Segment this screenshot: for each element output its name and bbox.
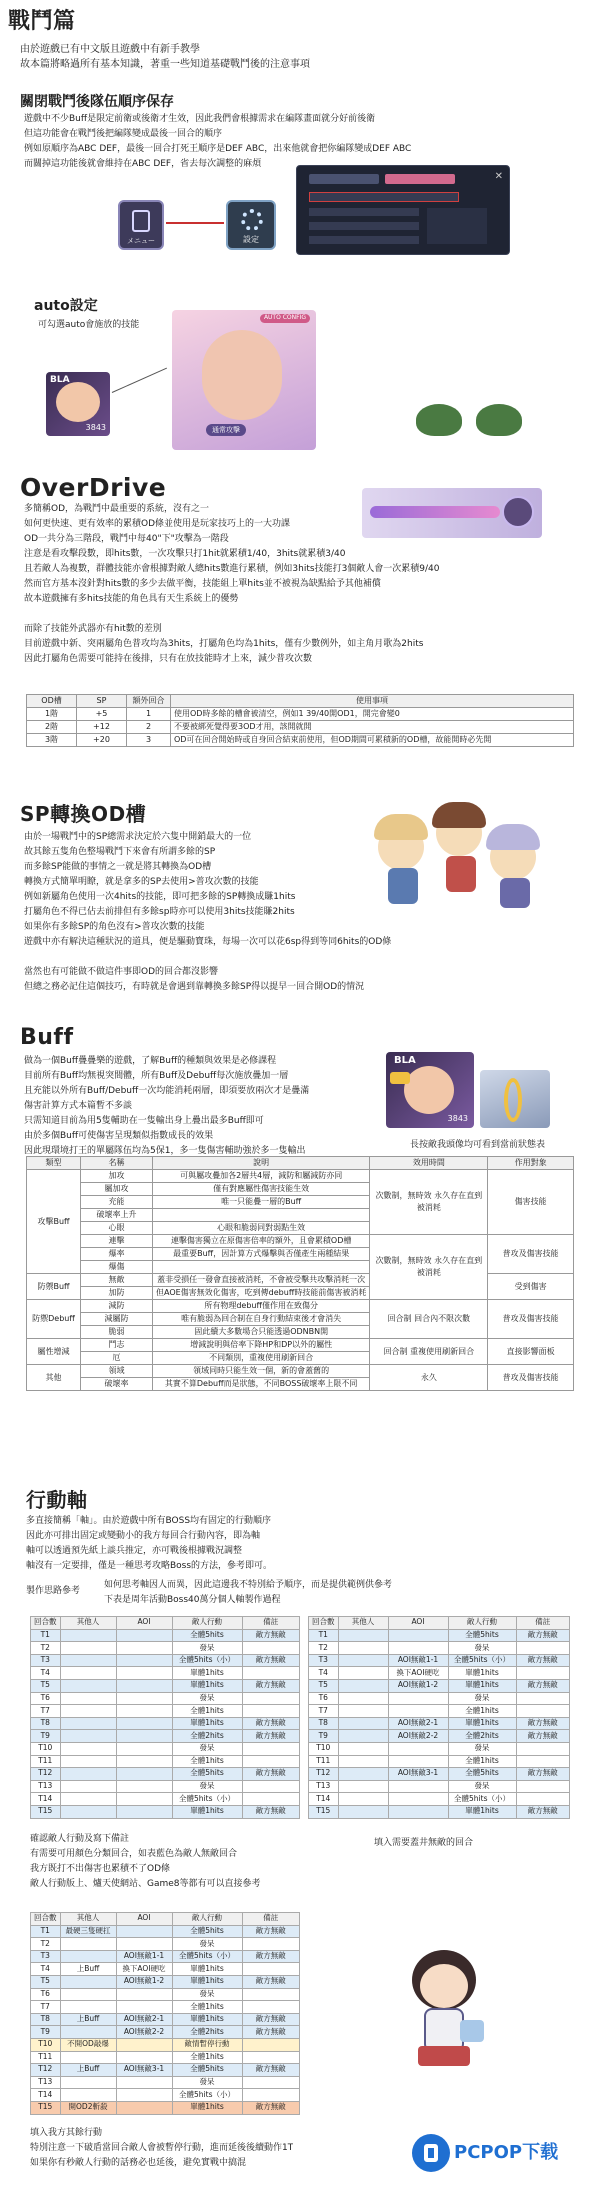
normal-attack-button[interactable]: 通常攻撃 (206, 424, 246, 436)
table-row: T14 全體5hits（小） (31, 1793, 300, 1806)
table-row: T4 上Buff 換下AOI硬吃 單體1hits (31, 1963, 300, 1976)
timeline-table-1: 回合數 其他人 AOI 敵人行動 備註 T1 全體5hits 敵方無敵 T2 發呆 T3 全體5hits（小） 敵方無敵 T4 單體1hits T5 單體1hits 敵方無敵 T6 發呆 T7 全體1hits T8 單體1hits 敵方無敵 T9 全體2hits 敵方無敵 T10 發呆 T11 全體1hits T12 全體5hits 敵方無敵 T13 發呆 T14 全體5hits（小） T15 單體1hits 敵方無敵 (30, 1616, 300, 1819)
table-row: T6 發呆 (31, 1988, 300, 2001)
table-row: 連擊 連擊傷害獨立在原傷害倍率的額外，且會累積OD槽 次數制，無時效 永久存在直到被消耗 普攻及傷害技能 (27, 1235, 574, 1248)
table-row: T13 發呆 (31, 2076, 300, 2089)
table-row: T13 發呆 (31, 1780, 300, 1793)
table-row: T8 上Buff AOI無敵2-1 單體1hits 敵方無敵 (31, 2013, 300, 2026)
settings-button[interactable]: 設定 (226, 200, 276, 250)
table-row: 充能 唯一只能疊一層的Buff (27, 1196, 574, 1209)
auto-config-button[interactable]: AUTO CONFIG (260, 314, 310, 323)
sp-lines: 由於一場戰鬥中的SP總需求決定於六隻中開銷最大的一位 故其餘五隻角色整場戰鬥下來會有所謂多餘的SP 而多餘SP能做的事情之一就是將其轉換為OD槽 轉換方式簡單明瞭，就是拿多的SP去使用>普攻次數的技能 例如新屬角色使用一次4hits的技能，即可把多餘的SP轉換成賺1hits 打屬角色不得已佔去前排但有多餘sp時亦可以使用3hits技能賺2hits 如果你有多餘SP的角色沒有>普攻次數的技能 遊戲中亦有解決這種狀況的道具，便是驅動寶珠，每場一次可以花6sp得到等同6hits的OD條 當然也有可能做不做這件事即OD的回合都沒影響 但總之務必記住這個技巧，有時就是會遇到靠轉換多餘SP得以提早一回合開OD的情況 (24, 832, 392, 992)
table-row: T8 單體1hits 敵方無敵 (31, 1717, 300, 1730)
table-row: T12 全體5hits 敵方無敵 (31, 1768, 300, 1781)
table-row: T10 不開OD敲爆 敵情暫停行動 (31, 2038, 300, 2051)
table-row: 加防 但AOE傷害無效化傷害，吃到傳debuff時技能前傷害被消耗 (27, 1287, 574, 1300)
table-row: 破壞率上升 (27, 1209, 574, 1222)
watermark-logo: PCPOP下载 (410, 2130, 590, 2180)
table-row: T3 AOI無敵1-1 全體5hits（小） 敵方無敵 (309, 1654, 570, 1667)
auto-desc: 可勾選auto會施放的技能 (38, 320, 140, 330)
battle-intro: 由於遊戲已有中文版且遊戲中有新手教學 故本篇將略過所有基本知識，著重一些知道基礎戰鬥後的注意事項 (20, 44, 310, 70)
ref-lines: 如何思考軸因人而異，因此這邊我不特別給予順序，而是提供範例供參考 下表是周年活動Boss40萬分個人軸製作過程 (104, 1580, 393, 1605)
order-lines: 遊戲中不少Buff是限定前衛或後衛才生效，因此我們會根據需求在編隊畫面就分好前後衛 但這功能會在戰鬥後把編隊變成最後一回合的順序 例如原順序為ABC DEF，最後一回合打死王順序是DEF ABC，出來他就會把你編隊變成DEF ABC 而關掉這功能後就會維持在ABC DEF，省去每次調整的麻煩 (24, 114, 412, 169)
table-row: T13 發呆 (309, 1780, 570, 1793)
od-table: OD槽 SP 額外回合 使用事項 1階 +5 1 使用OD時多餘的槽會被清空，例如1 39/40開OD1，開完會變0 2階 +12 2 不要被綁死覺得要3OD才用，該開就開 3階 +20 3 OD可在回合開始時或自身回合結束前使用，但OD期間可累積新的OD槽，故能開時必先開 (26, 694, 574, 747)
auto-config-screenshot (172, 310, 316, 450)
close-icon[interactable]: ✕ (494, 171, 503, 182)
table-row: T5 AOI無敵1-2 單體1hits 敵方無敵 (309, 1679, 570, 1692)
table-row: 防禦Debuff 減防 所有物理debuff僅作用在致傷分 回合制 回合內不限次數 普攻及傷害技能 (27, 1300, 574, 1313)
table-row: T15 單體1hits 敵方無敵 (309, 1805, 570, 1818)
table-row: T9 全體2hits 敵方無敵 (31, 1730, 300, 1743)
table-row: T9 AOI無敵2-2 全體2hits 敵方無敵 (31, 2026, 300, 2039)
table-row: 破壞率 其實不算Debuff而是狀態，不同BOSS破壞率上限不同 (27, 1378, 574, 1391)
table-row: T2 發呆 (31, 1642, 300, 1655)
bottom-lines: 填入我方其餘行動 特別注意一下破盾當回合敵人會被暫停行動，進而延後後續動作1T 如果你有秒敵人行動的話務必也延後，避免實戰中搞混 (30, 2128, 294, 2168)
table-row: T11 全體1hits (309, 1755, 570, 1768)
ref-label: 製作思路參考 (26, 1586, 81, 1596)
table-row: T2 發呆 (31, 1938, 300, 1951)
settings-dialog-screenshot (296, 165, 510, 255)
table-row: T1 最硬三隻硬扛 全體5hits 敵方無敵 (31, 1925, 300, 1938)
enemy-image (480, 1070, 550, 1128)
table-row: T12 AOI無敵3-1 全體5hits 敵方無敵 (309, 1768, 570, 1781)
table-row: 減屬防 唯有脆弱為回合制在自身行動結束後才會消失 (27, 1313, 574, 1326)
timeline-table-3: 回合數 其他人 AOI 敵人行動 備註 T1 最硬三隻硬扛 全體5hits 敵方無敵 T2 發呆 T3 AOI無敵1-1 全體5hits（小） 敵方無敵 T4 上Buff 換下AOI硬吃 單體1hits T5 AOI無敵1-2 單體1hits 敵方無敵 T6 發呆 T7 全體1hits T8 上Buff AOI無敵2-1 單體1hits 敵方無敵 T9 AOI無敵2-2 全體2hits 敵方無敵 T10 不開OD敲爆 敵情暫停行動 T11 全體1hits T12 上Buff AOI無敵3-1 全體5hits 敵方無敵 T13 發呆 T14 全體5hits（小） T15 開OD2斬殺 單體1hits 敵方無敵 (30, 1912, 300, 2115)
table-row: T1 全體5hits 敵方無敵 (309, 1629, 570, 1642)
order-title: 關閉戰鬥後隊伍順序保存 (20, 94, 174, 110)
table-row: 脆弱 固此續大多數場合只能透過ODNBN開 (27, 1326, 574, 1339)
table-row: T4 單體1hits (31, 1667, 300, 1680)
table-row: 屬加攻 僅有對應屬性傷害技能生效 (27, 1183, 574, 1196)
gear-icon (241, 209, 263, 231)
table-row: T8 AOI無敵2-1 單體1hits 敵方無敵 (309, 1717, 570, 1730)
sp-title: SP轉換OD槽 (20, 802, 147, 826)
mid-lines: 確認敵人行動及寫下備註 有需要可用顏色分類回合，如表藍色為敵人無敵回合 我方既打不出傷害也累積不了OD條 敵人行動版上、爐天使網站、Game8等都有可以直接參考 (30, 1834, 261, 1889)
table-row: 爆率 最重要Buff，因計算方式爆擊與否僅產生兩種結果 (27, 1248, 574, 1261)
table-row: 攻擊Buff 加攻 可與屬攻疊加各2層共4層，減防和屬減防亦同 次數制，無時效 永久存在直到被消耗 傷害技能 (27, 1170, 574, 1183)
table-row: 3階 +20 3 OD可在回合開始時或自身回合結束前使用，但OD期間可累積新的OD槽，故能開時必先開 (27, 734, 574, 747)
table-row: T14 全體5hits（小） (309, 1793, 570, 1806)
table-row: 1階 +5 1 使用OD時多餘的槽會被清空，例如1 39/40開OD1，開完會變0 (27, 708, 574, 721)
table-row: T10 發呆 (31, 1742, 300, 1755)
buff-title: Buff (20, 1025, 74, 1050)
table-row: T7 全體1hits (309, 1705, 570, 1718)
menu-button[interactable]: メニュー (118, 200, 164, 250)
table-row: T5 單體1hits 敵方無敵 (31, 1679, 300, 1692)
character-portrait[interactable]: BLA 3843 (46, 372, 110, 436)
timeline-table-2: 回合數 其他人 AOI 敵人行動 備註 T1 全體5hits 敵方無敵 T2 發呆 T3 AOI無敵1-1 全體5hits（小） 敵方無敵 T4 換下AOI硬吃 單體1hits T5 AOI無敵1-2 單體1hits 敵方無敵 T6 發呆 T7 全體1hits T8 AOI無敵2-1 單體1hits 敵方無敵 T9 AOI無敵2-2 全體2hits 敵方無敵 T10 發呆 T11 全體1hits T12 AOI無敵3-1 全體5hits 敵方無敵 T13 發呆 T14 全體5hits（小） T15 單體1hits 敵方無敵 (308, 1616, 570, 1819)
table-row: T3 AOI無敵1-1 全體5hits（小） 敵方無敵 (31, 1950, 300, 1963)
auto-title: auto設定 (34, 298, 98, 314)
table-row: 心眼 心眼和脆弱同對弱點生效 (27, 1222, 574, 1235)
table-row: T15 單體1hits 敵方無敵 (31, 1805, 300, 1818)
buff-caption: 長按敵我頭像均可看到當前狀態表 (410, 1140, 546, 1150)
buff-table: 類型 名稱 說明 效用時間 作用對象 攻擊Buff 加攻 可與屬攻疊加各2層共4層，減防和屬減防亦同 次數制，無時效 永久存在直到被消耗 傷害技能 屬加攻 僅有對應屬性傷害技能生效 充能 唯一只能疊一層的Buff 破壞率上升 心眼 心眼和脆弱同對弱點生效 連擊 連擊傷害獨立在原傷害倍率的額外，且會累積OD槽 次數制，無時效 永久存在直到被消耗 普攻及傷害技能 爆率 最重要Buff，因計算方式爆擊與否僅產生兩種結果 爆傷 防禦Buff 無敵 蓋非受損任一發會直接被消耗，不會被受擊共攻擊消耗一次 受到傷害 加防 但AOE傷害無效化傷害，吃到傳debuff時技能前傷害被消耗 防禦Debuff 減防 所有物理debuff僅作用在致傷分 回合制 回合內不限次數 普攻及傷害技能 減屬防 唯有脆弱為回合制在自身行動結束後才會消失 脆弱 固此續大多數場合只能透過ODNBN開 屬性增減 鬥志 增減說明與倍率下降HP和DP以外的屬性 回合制 重複使用刷新回合 直接影響面板 厄 不同類別，重複使用刷新回合 其他 領域 領域同時只能生效一個，新的會蓋舊的 永久 普攻及傷害技能 破壞率 其實不算Debuff而是狀態，不同BOSS破壞率上限不同 (26, 1156, 574, 1391)
table-row: 防禦Buff 無敵 蓋非受損任一發會直接被消耗，不會被受擊共攻擊消耗一次 受到傷害 (27, 1274, 574, 1287)
table-row: T12 上Buff AOI無敵3-1 全體5hits 敵方無敵 (31, 2064, 300, 2077)
action-lines: 多直接簡稱「軸」。由於遊戲中所有BOSS均有固定的行動順序 因此亦可排出固定或變動小的我方每回合行動內容，即為軸 軸可以透過預先紙上談兵推定，亦可戰後根據戰況調整 軸沒有一定要排，僅是一種思考攻略Boss的方法，參考即可。 (26, 1516, 273, 1571)
slime-image (410, 396, 534, 440)
table-row: T10 發呆 (309, 1742, 570, 1755)
table-row: T11 全體1hits (31, 2051, 300, 2064)
table-row: T4 換下AOI硬吃 單體1hits (309, 1667, 570, 1680)
overdrive-lines: 多簡稱OD，為戰鬥中最重要的系統，沒有之一 如何更快速、更有效率的累積OD條並使用是玩家技巧上的一大功課 OD一共分為三階段，戰鬥中每40"下"攻擊為一階段 注意是看攻擊段數，即hits數，一次攻擊只打1hit就累積1/40，3hits就累積3/40 且若敵人為複數，群體技能亦會根據對敵人總hits數進行累積，例如3hits技能打3個敵人會一次累積9/40 然而官方基本沒針對hits數的多少去做平衡，技能組上單hits並不被視為缺點給予其他補償 故本遊戲擁有多hits技能的角色具有天生系統上的優勢 而除了技能外武器亦有hit數的差別 目前遊戲中新、突兩屬角色普攻均為3hits，打屬角色均為1hits，僅有少數例外，如主角月歌為2hits 因此打屬角色需要可能持在後排，只有在放技能時才上來，減少普攻次數 (24, 504, 440, 664)
table-row: T15 開OD2斬殺 單體1hits 敵方無敵 (31, 2101, 300, 2114)
table-row: T7 全體1hits (31, 2001, 300, 2014)
table-row: T6 發呆 (31, 1692, 300, 1705)
chibi-girl-image (398, 1946, 492, 2078)
table-row: T9 AOI無敵2-2 全體2hits 敵方無敵 (309, 1730, 570, 1743)
table-row: T1 全體5hits 敵方無敵 (31, 1629, 300, 1642)
overdrive-title: OverDrive (20, 473, 167, 502)
table-row: 其他 領域 領域同時只能生效一個，新的會蓋舊的 永久 普攻及傷害技能 (27, 1365, 574, 1378)
table-row: T7 全體1hits (31, 1705, 300, 1718)
action-title: 行動軸 (26, 1488, 88, 1512)
note-right: 填入需要蓋井無敵的回合 (374, 1838, 474, 1848)
table-row: 屬性增減 鬥志 增減說明與倍率下降HP和DP以外的屬性 回合制 重複使用刷新回合 直接影響面板 (27, 1339, 574, 1352)
pointer-line (112, 368, 167, 393)
table-row: T3 全體5hits（小） 敵方無敵 (31, 1654, 300, 1667)
table-row: T2 發呆 (309, 1642, 570, 1655)
battle-title: 戰鬥篇 (8, 9, 76, 34)
chibi-characters-image (372, 800, 548, 912)
arrow-line (166, 222, 224, 224)
table-row: 2階 +12 2 不要被綁死覺得要3OD才用，該開就開 (27, 721, 574, 734)
table-row: T11 全體1hits (31, 1755, 300, 1768)
table-row: T14 全體5hits（小） (31, 2089, 300, 2102)
table-row: T6 發呆 (309, 1692, 570, 1705)
buff-portrait-image[interactable]: BLA 3843 (386, 1052, 474, 1128)
buff-lines: 做為一個Buff疊疊樂的遊戲，了解Buff的種類與效果是必修課程 目前所有Buff均無視突間體，所有Buff及Debuff每次施放疊加一層 且充能以外所有Buff/Debuff一次均能消耗兩層，即須要放兩次才是疊滿 傷害計算方式本篇暫不多談 只需知道目前為用5隻輔助在一隻輸出身上疊出最多Buff即可 由於多個Buff可使傷害呈現類似指數成長的效果 因此現環境打王的單屬隊伍均為5保1，多一隻傷害輔助強於多一隻輸出 (24, 1056, 310, 1156)
table-row: 厄 不同類別，重複使用刷新回合 (27, 1352, 574, 1365)
menu-icon (132, 210, 150, 232)
table-row: T5 AOI無敵1-2 單體1hits 敵方無敵 (31, 1975, 300, 1988)
table-row: 爆傷 (27, 1261, 574, 1274)
